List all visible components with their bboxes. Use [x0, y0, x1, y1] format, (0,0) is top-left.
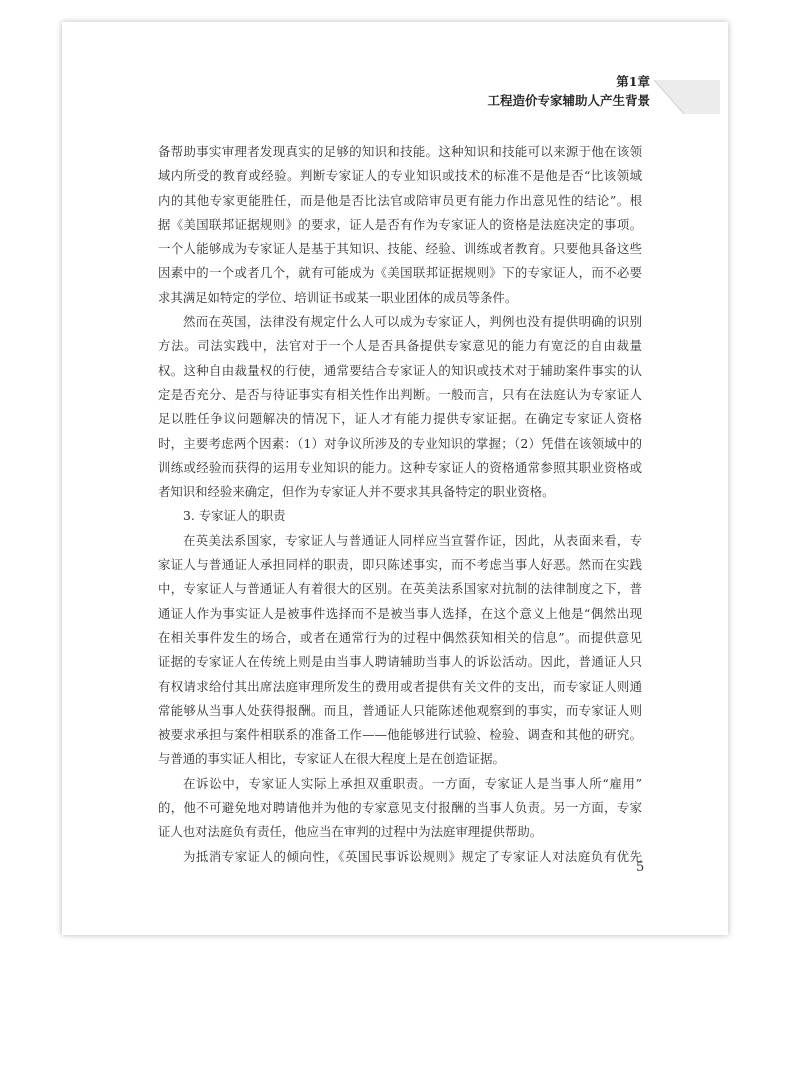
- text-line: 通证人作为事实证人是被事件选择而不是被当事人选择，在这个意义上他是“偶然出现: [158, 605, 642, 621]
- text-line: 在英美法系国家，专家证人与普通证人同样应当宣誓作证，因此，从表面来看，专: [183, 532, 642, 548]
- text-line: 中，专家证人与普通证人有着很大的区别。在英美法系国家对抗制的法律制度之下，普: [158, 581, 642, 597]
- text-line: 备帮助事实审理者发现真实的足够的知识和技能。这种知识和技能可以来源于他在该领: [158, 144, 642, 159]
- page-body-text: [158, 140, 642, 869]
- text-line: 为抵消专家证人的倾向性，《英国民事诉讼规则》规定了专家证人对法庭负有优先: [183, 848, 642, 864]
- text-line: 有权请求给付其出席法庭审理所发生的费用或者提供有关文件的支出，而专家证人则通: [158, 678, 642, 694]
- text-line: 然而在英国，法律没有规定什么人可以成为专家证人，判例也没有提供明确的识别: [183, 314, 642, 330]
- text-line: 足以胜任争议问题解决的情况下，证人才有能力提供专家证据。在确定专家证人资格: [158, 411, 642, 427]
- text-line: 一个人能够成为专家证人是基于其知识、技能、经验、训练或者教育。只要他具备这些: [158, 241, 642, 257]
- text-line: 权。这种自由裁量权的行使，通常要结合专家证人的知识或技术对于辅助案件事实的认: [158, 362, 642, 378]
- paragraph: [158, 140, 642, 310]
- text-line: 训练或经验而获得的运用专业知识的能力。这种专家证人的资格通常参照其职业资格或: [158, 459, 642, 475]
- text-line: 证人也对法庭负有责任，他应当在审判的过程中为法庭审理提供帮助。: [158, 824, 543, 840]
- text-line: 内的其他专家更能胜任，而是他是否比法官或陪审员更有能力作出意见性的结论”。根: [158, 192, 642, 208]
- text-line: 被要求承担与案件相联系的准备工作——他能够进行试验、检验、调查和其他的研究。: [158, 727, 642, 743]
- text-line: 因素中的一个或者几个，就有可能成为《美国联邦证据规则》下的专家证人，而不必要: [158, 265, 642, 281]
- text-line: 常能够从当事人处获得报酬。而且，普通证人只能陈述他观察到的事实，而专家证人则: [158, 702, 642, 718]
- text-line: 的，他不可避免地对聘请他并为他的专家意见支付报酬的当事人负责。另一方面，专家: [158, 800, 642, 816]
- text-line: 定是否充分、是否与待证事实有相关性作出判断。一般而言，只有在法庭认为专家证人: [158, 386, 642, 402]
- text-line: 域内所受的教育或经验。判断专家证人的专业知识或技术的标准不是他是否“比该领域: [158, 168, 642, 184]
- text-line: 者知识和经验来确定，但作为专家证人并不要求其具备特定的职业资格。: [158, 484, 555, 500]
- paragraph: [158, 529, 642, 772]
- text-line: 时，主要考虑两个因素：（1）对争议所涉及的专业知识的掌握；（2）凭借在该领域中的: [158, 435, 642, 451]
- text-line: 证据的专家证人在传统上则是由当事人聘请辅助当事人的诉讼活动。因此，普通证人只: [158, 654, 642, 670]
- text-line: 在诉讼中，专家证人实际上承担双重职责。一方面，专家证人是当事人所“雇用”: [183, 775, 642, 791]
- paragraph: [158, 845, 642, 869]
- text-line: 与普通的事实证人相比，专家证人在很大程度上是在创造证据。: [158, 751, 505, 767]
- text-line: 在相关事件发生的场合，或者在通常行为的过程中偶然获知相关的信息”。而提供意见: [158, 629, 642, 645]
- running-header-chapter: 第1章: [616, 74, 650, 89]
- section-heading: [158, 504, 642, 528]
- text-line: 3. 专家证人的职责: [183, 508, 286, 524]
- header-corner-decoration: [654, 80, 720, 114]
- text-line: 家证人与普通证人承担同样的职责，即只陈述事实，而不考虑当事人好恶。然而在实践: [158, 557, 642, 573]
- text-line: 求其满足如特定的学位、培训证书或某一职业团体的成员等条件。: [158, 289, 518, 305]
- text-line: 方法。司法实践中，法官对于一个人是否具备提供专家意见的能力有宽泛的自由裁量: [158, 338, 642, 354]
- page-number: 5: [636, 860, 645, 875]
- paragraph: [158, 772, 642, 845]
- document-page: [62, 22, 728, 935]
- text-line: 据《美国联邦证据规则》的要求，证人是否有作为专家证人的资格是法庭决定的事项。: [158, 216, 642, 232]
- running-header-title: 工程造价专家辅助人产生背景: [487, 93, 650, 108]
- paragraph: [158, 310, 642, 504]
